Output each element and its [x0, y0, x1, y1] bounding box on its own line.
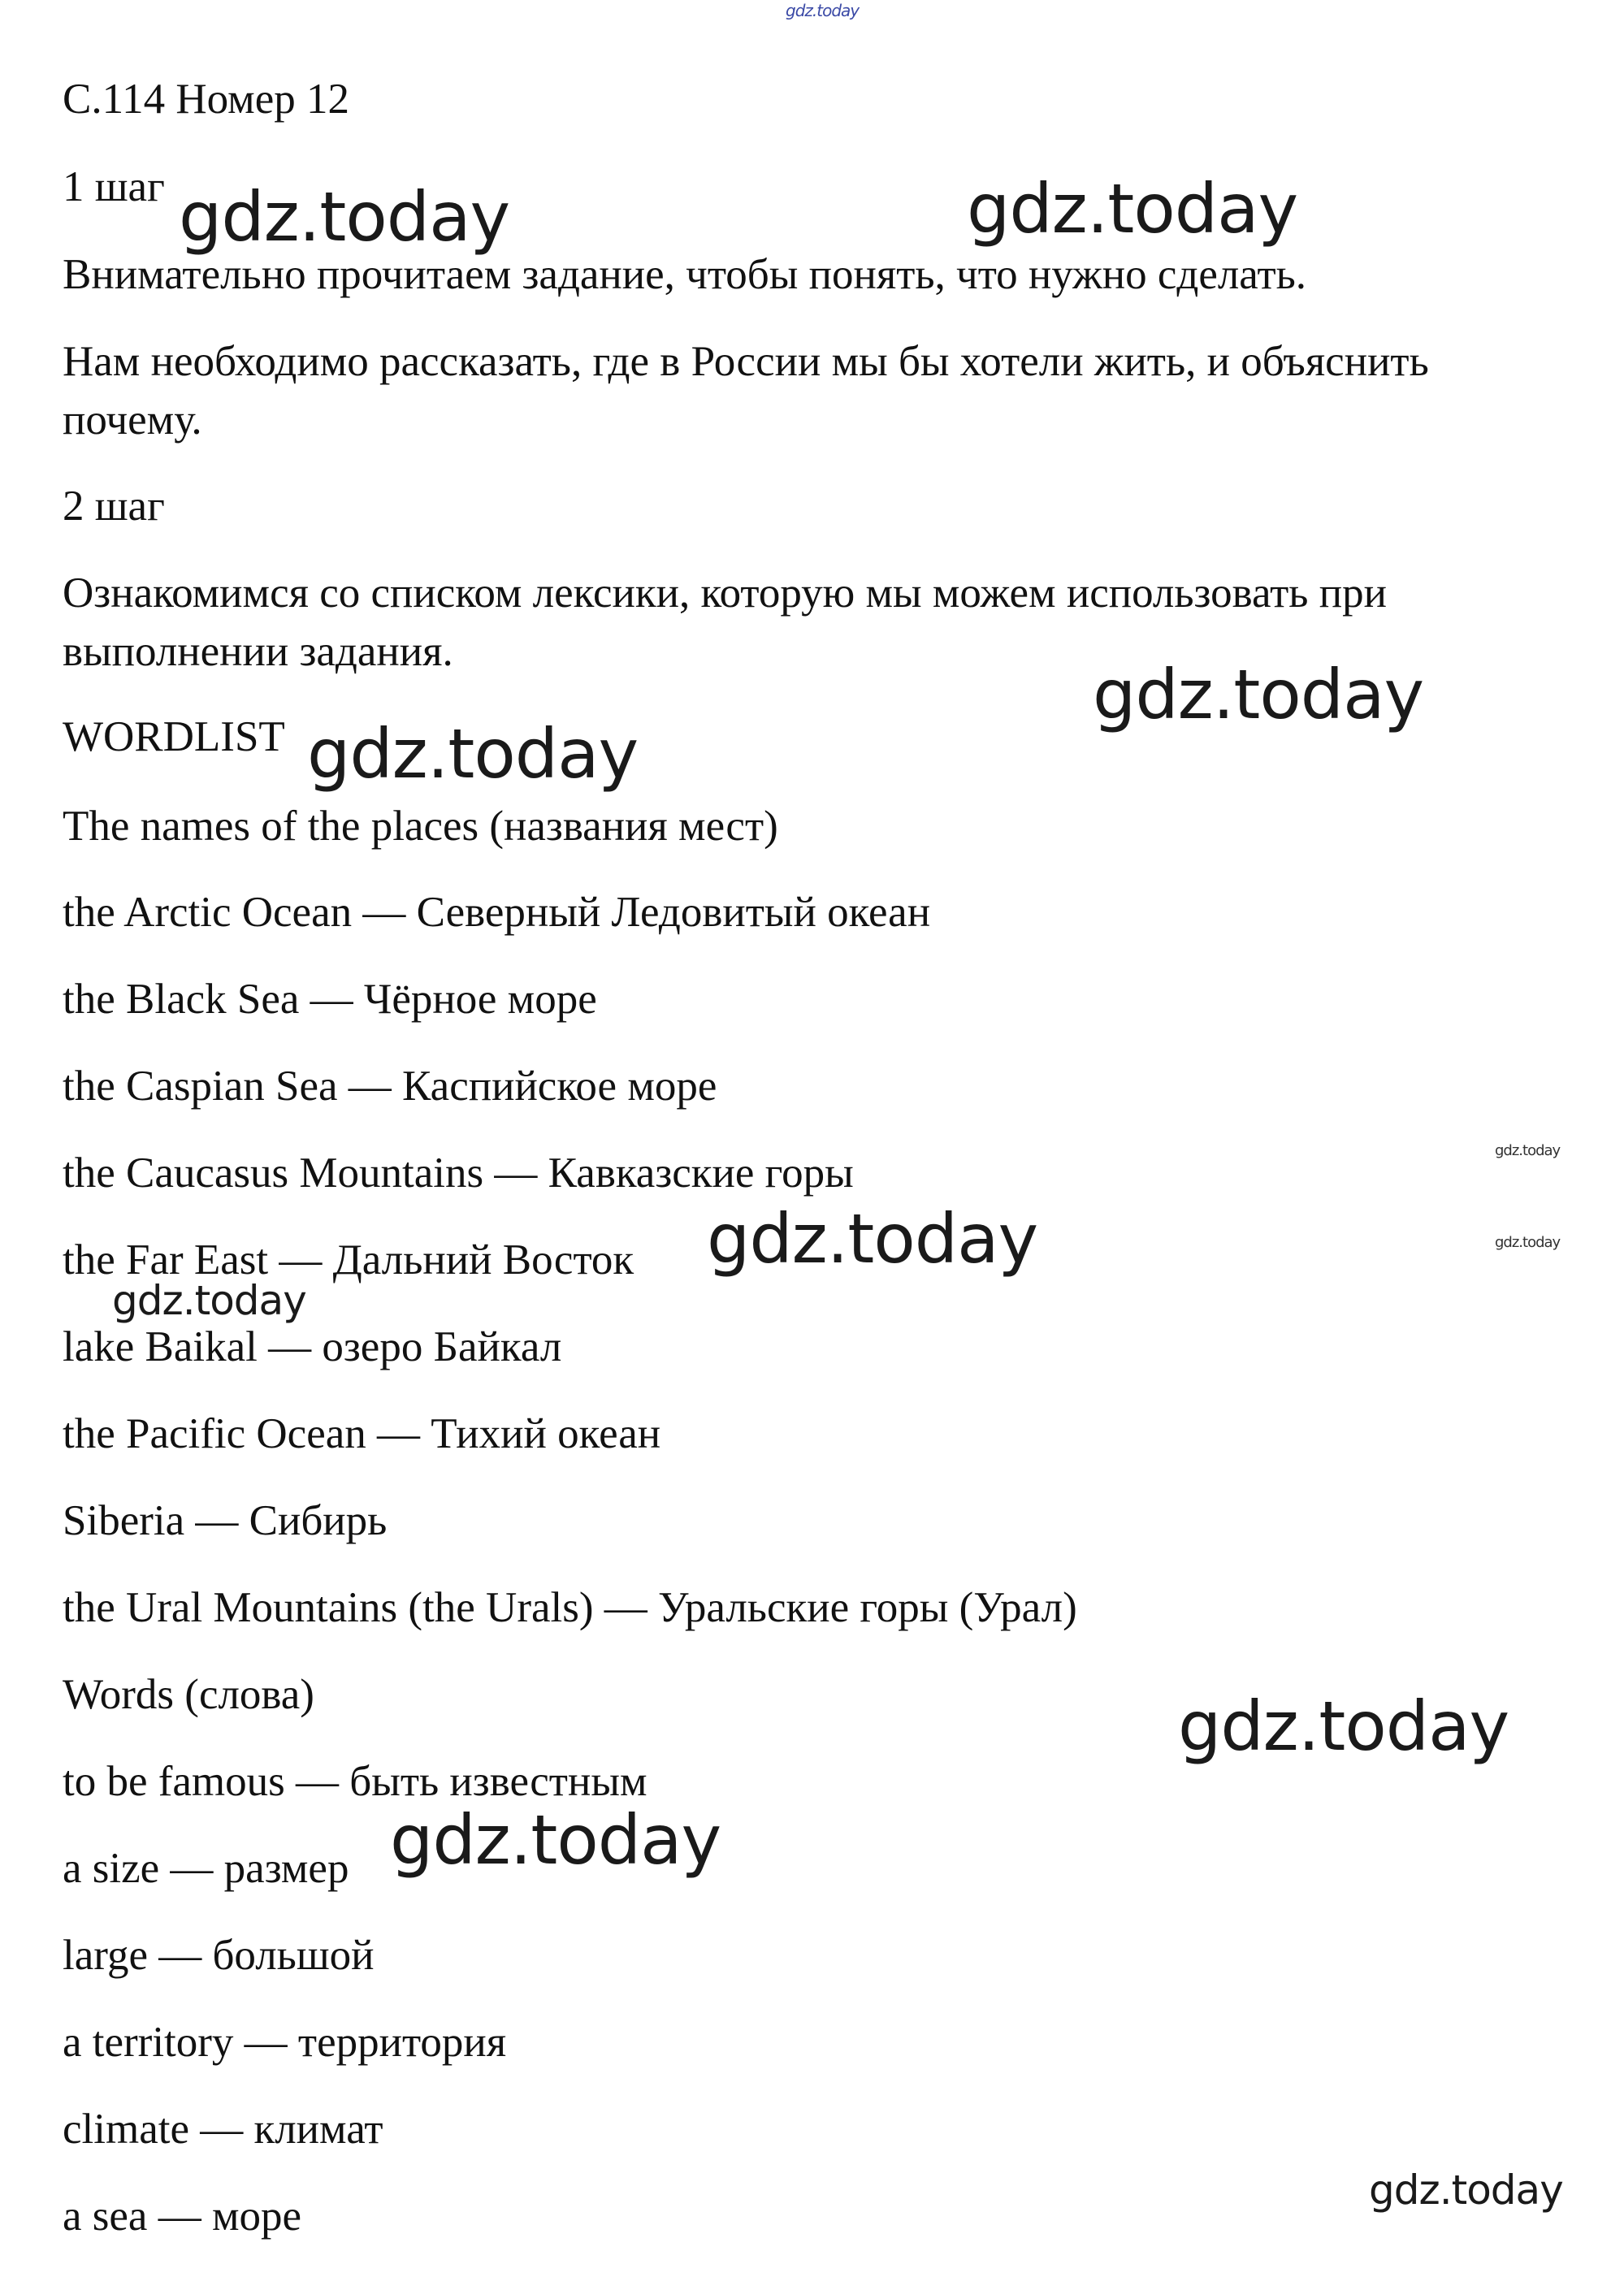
step2-label: 2 шаг: [63, 483, 165, 530]
watermark: gdz.today: [707, 1199, 1038, 1279]
task-line-1: Нам необходимо рассказать, где в России мы бы хотели жить, и объяснить: [63, 338, 1429, 385]
list-item: the Pacific Ocean — Тихий океан: [63, 1410, 661, 1457]
list-item: the Caucasus Mountains — Кавказские горы: [63, 1149, 854, 1197]
watermark: gdz.today: [307, 714, 639, 794]
step2-line-1: Ознакомимся со списком лексики, которую мы можем использовать при: [63, 569, 1387, 617]
watermark-top: gdz.today: [786, 1, 860, 20]
list-item: Siberia — Сибирь: [63, 1497, 388, 1544]
list-item: the Black Sea — Чёрное море: [63, 976, 597, 1023]
watermark: gdz.today: [967, 169, 1298, 249]
watermark: gdz.today: [1093, 655, 1424, 734]
watermark: gdz.today: [179, 177, 510, 257]
wordlist-title: WORDLIST: [63, 713, 285, 760]
list-item: to be famous — быть известным: [63, 1758, 647, 1805]
step1-text: Внимательно прочитаем задание, чтобы понять, что нужно сделать.: [63, 251, 1307, 298]
list-item: the Arctic Ocean — Северный Ледовитый океан: [63, 889, 931, 936]
list-item: lake Baikal — озеро Байкал: [63, 1323, 562, 1370]
words-header: Words (слова): [63, 1671, 314, 1718]
list-item: climate — климат: [63, 2106, 383, 2153]
page-title: С.114 Номер 12: [63, 76, 349, 123]
watermark: gdz.today: [1495, 1234, 1561, 1251]
watermark: gdz.today: [1369, 2167, 1563, 2214]
places-header: The names of the places (названия мест): [63, 803, 778, 850]
list-item: the Far East — Дальний Восток: [63, 1236, 634, 1284]
list-item: the Ural Mountains (the Urals) — Уральские горы (Урал): [63, 1584, 1077, 1631]
watermark: gdz.today: [390, 1800, 721, 1880]
list-item: the Caspian Sea — Каспийское море: [63, 1063, 717, 1110]
task-line-2: почему.: [63, 396, 202, 444]
watermark: gdz.today: [1495, 1142, 1561, 1159]
list-item: large — большой: [63, 1932, 375, 1979]
step1-label: 1 шаг: [63, 163, 165, 210]
list-item: a sea — море: [63, 2193, 302, 2240]
step2-line-2: выполнении задания.: [63, 628, 453, 675]
list-item: a size — размер: [63, 1845, 349, 1892]
watermark: gdz.today: [112, 1277, 306, 1324]
list-item: a territory — территория: [63, 2019, 507, 2066]
watermark: gdz.today: [1178, 1686, 1509, 1766]
